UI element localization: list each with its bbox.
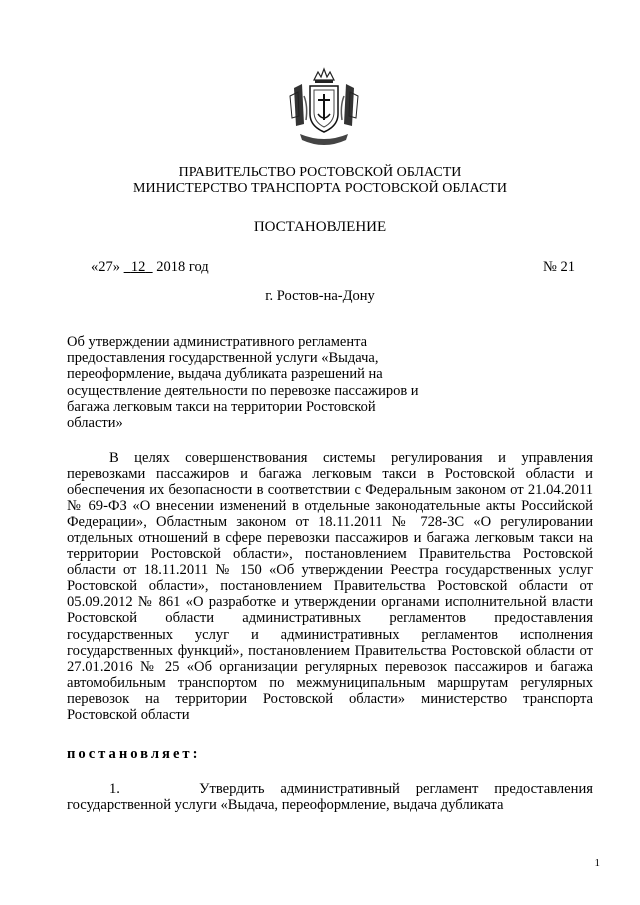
ministry-name: МИНИСТЕРСТВО ТРАНСПОРТА РОСТОВСКОЙ ОБЛАСТИ — [133, 181, 507, 196]
date-day: «27» — [91, 259, 120, 275]
date-month-value: 12 — [130, 259, 146, 275]
document-type-title: ПОСТАНОВЛЕНИЕ — [253, 219, 387, 235]
resolves-heading: постановляет: — [67, 746, 201, 762]
document-subject: Об утверждении административного регламента предоставления государственной услуги «Выдача, переоформление, выдача дубликата разрешений на осуществление деятельности по перевозке пассажиров и багажа легковым такси на территории Ростовской области» — [67, 334, 419, 432]
item-1-paragraph: 1. Утвердить административный регламент предоставления государственной услуги «Выдача, переоформление, выдача дубликата — [67, 781, 597, 814]
preamble-paragraph: В целях совершенствования системы регулирования и управления перевозками пассажиров и багажа легковым такси в Ростовской области и обеспечения их безопасности в соответствии с Федеральным законом от 21.04.2011 № 69-ФЗ «О внесении изменений в отдельные законодательные акты Российской Федерации», Областным законом от 18.11.2011 № 728-ЗС «О регулировании отдельных отношений в сфере перевозки пассажиров и багажа легковым такси на территории Ростовской области», постановлением Правительства Ростовской области от 18.11.2011 № 150 «Об утверждении Реестра государственных услуг Ростовской области», постановлением Правительства Ростовской области от 05.09.2012 № 861 «О разработке и утверждении органами исполнительной власти Ростовской области административных регламентов предоставления государственных услуг и административных регламентов исполнения государственных функций», постановлением Правительства Ростовской области от 27.01.2016 № 25 «Об организации регулярных перевозок пассажиров и багажа автомобильным транспортом по межмуниципальным маршрутам регулярных перевозок на территории Ростовской области» министерство транспорта Ростовской области — [67, 450, 593, 723]
coat-of-arms-emblem — [288, 66, 360, 150]
page-number: 1 — [594, 857, 600, 869]
date-year: 2018 год — [156, 259, 209, 275]
government-name: ПРАВИТЕЛЬСТВО РОСТОВСКОЙ ОБЛАСТИ — [178, 165, 462, 180]
date-month — [124, 259, 153, 275]
document-number: № 21 — [543, 259, 575, 275]
document-date — [91, 259, 209, 276]
city-name: г. Ростов-на-Дону — [265, 288, 375, 304]
